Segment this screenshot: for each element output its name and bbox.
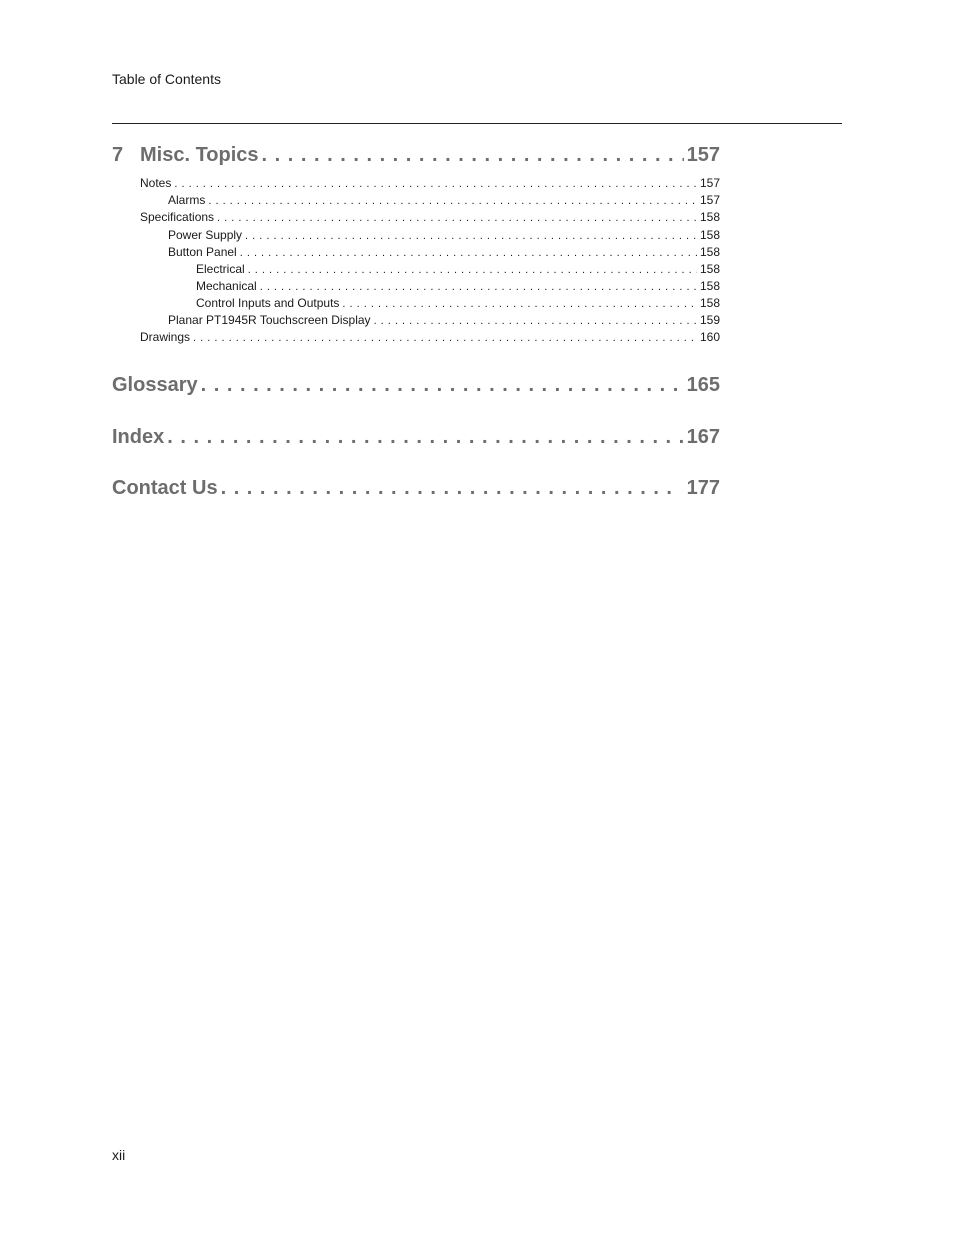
dot-leader [240,247,697,259]
entry-page: 158 [699,210,720,224]
entry-page: 158 [699,245,720,259]
chapter-page: 167 [686,426,720,448]
toc-entry-mechanical[interactable] [112,279,720,293]
dot-leader [262,144,684,167]
entry-page: 158 [699,228,720,242]
toc-entry-button-panel[interactable] [112,245,720,259]
chapter-title: Contact Us [112,477,218,499]
dot-leader [260,281,697,293]
dot-leader [193,332,697,344]
entry-label: Planar PT1945R Touchscreen Display [168,313,371,327]
toc-entry-drawings[interactable] [112,330,720,344]
chapter-page: 177 [686,477,720,499]
dot-leader [167,426,683,449]
entry-label: Power Supply [168,228,243,242]
chapter-page: 165 [686,374,720,396]
dot-leader [221,477,675,500]
dot-leader [201,374,684,397]
entry-label: Button Panel [168,245,237,259]
chapter-title: Glossary [112,374,198,396]
toc-chapter-contact-us[interactable] [112,477,720,500]
entry-page: 160 [699,330,720,344]
dot-leader [374,315,697,327]
dot-leader [208,195,697,207]
toc-entry-control-inputs-outputs[interactable] [112,296,720,310]
entry-label: Control Inputs and Outputs [196,296,340,310]
chapter-title: Index [112,426,165,448]
entry-label: Mechanical [196,279,257,293]
entry-page: 158 [699,262,720,276]
entry-label: Electrical [196,262,245,276]
chapter-number: 7 [112,144,124,166]
toc-chapter-glossary[interactable] [112,374,720,397]
dot-leader [342,298,697,310]
toc-entry-specifications[interactable] [112,210,720,224]
entry-label: Specifications [140,210,215,224]
page-number: xii [112,1147,126,1163]
entry-label: Drawings [140,330,191,344]
toc-entry-alarms[interactable] [112,193,720,207]
entry-label: Alarms [168,193,206,207]
chapter-page: 157 [686,144,720,166]
toc-entry-notes[interactable] [112,176,720,190]
entry-page: 157 [699,176,720,190]
entry-page: 158 [699,279,720,293]
dot-leader [217,212,697,224]
toc-chapter-misc-topics[interactable] [112,144,720,167]
entry-page: 157 [699,193,720,207]
toc-chapter-index[interactable] [112,426,720,449]
toc-entry-electrical[interactable] [112,262,720,276]
entry-label: Notes [140,176,172,190]
chapter-title: Misc. Topics [140,144,259,166]
entry-page: 159 [699,313,720,327]
dot-leader [174,178,697,190]
toc-entry-touchscreen-display[interactable] [112,313,720,327]
entry-page: 158 [699,296,720,310]
toc-entry-power-supply[interactable] [112,228,720,242]
dot-leader [245,230,697,242]
dot-leader [248,264,697,276]
running-header: Table of Contents [112,71,221,87]
header-rule [112,123,842,124]
